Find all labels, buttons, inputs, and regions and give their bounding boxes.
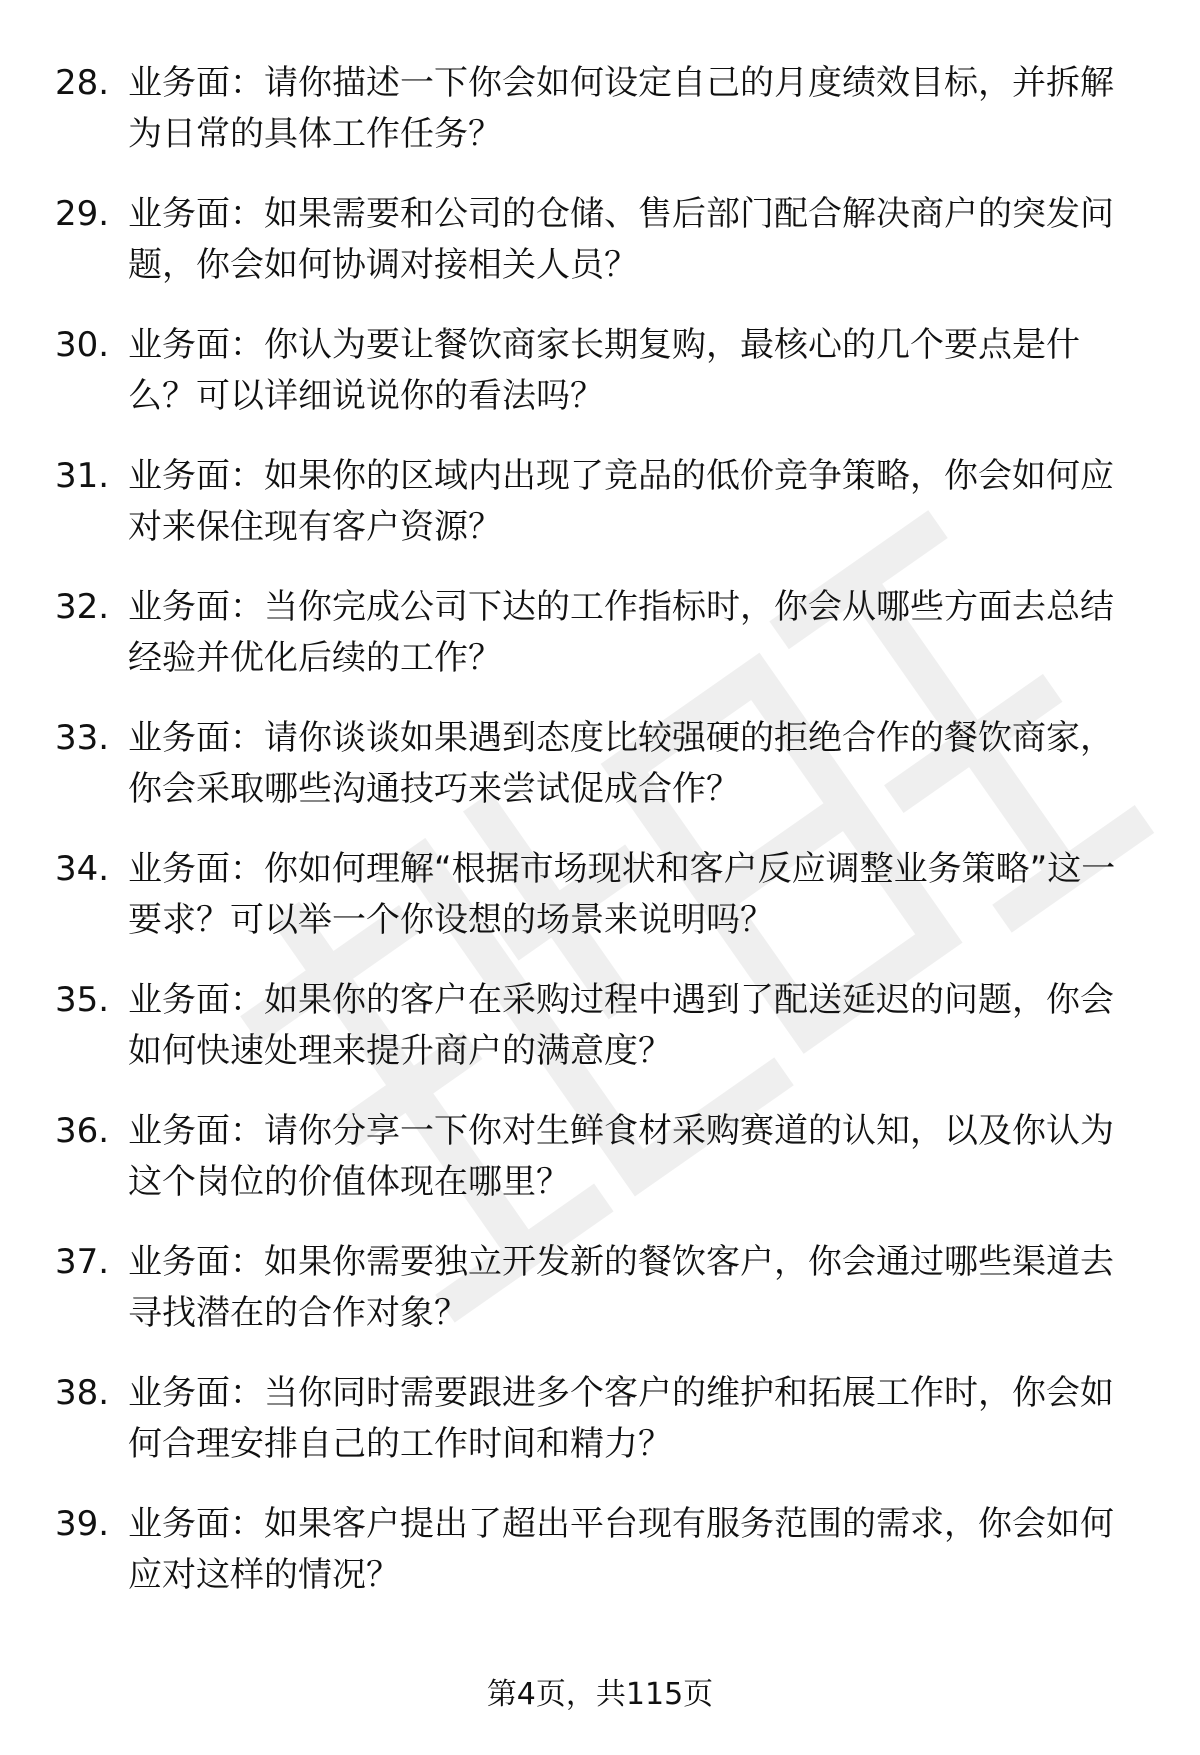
list-item [0, 1499, 1200, 1630]
page-footer: 第4页，共115页 [486, 1677, 714, 1712]
list-item [0, 582, 1200, 713]
question-number: 31. [55, 456, 110, 496]
question-list [0, 58, 1200, 1630]
list-item [0, 1368, 1200, 1499]
question-text: 业务面：请你谈谈如果遇到态度比较强硬的拒绝合作的餐饮商家，你会采取哪些沟通技巧来尝试促成合作？ [128, 718, 1114, 809]
question-number: 34. [55, 849, 110, 889]
question-number: 35. [55, 980, 110, 1020]
question-text: 业务面：如果客户提出了超出平台现有服务范围的需求，你会如何应对这样的情况？ [128, 1504, 1114, 1595]
question-text: 业务面：你如何理解“根据市场现状和客户反应调整业务策略”这一要求？可以举一个你设想的场景来说明吗？ [128, 849, 1116, 940]
list-item [0, 189, 1200, 320]
question-text: 业务面：当你同时需要跟进多个客户的维护和拓展工作时，你会如何合理安排自己的工作时间和精力？ [128, 1373, 1114, 1464]
question-text: 业务面：你认为要让餐饮商家长期复购，最核心的几个要点是什么？可以详细说说你的看法吗？ [128, 325, 1080, 416]
list-item [0, 1106, 1200, 1237]
list-item [0, 975, 1200, 1106]
question-number: 33. [55, 718, 110, 758]
question-number: 38. [55, 1373, 110, 1413]
question-number: 39. [55, 1504, 110, 1544]
list-item [0, 58, 1200, 189]
question-text: 业务面：当你完成公司下达的工作指标时，你会从哪些方面去总结经验并优化后续的工作？ [128, 587, 1114, 678]
list-item [0, 320, 1200, 451]
question-number: 29. [55, 194, 110, 234]
list-item [0, 713, 1200, 844]
question-text: 业务面：请你分享一下你对生鲜食材采购赛道的认知，以及你认为这个岗位的价值体现在哪里？ [128, 1111, 1114, 1202]
question-number: 30. [55, 325, 110, 365]
list-item [0, 1237, 1200, 1368]
question-number: 37. [55, 1242, 110, 1282]
list-item [0, 451, 1200, 582]
question-number: 28. [55, 63, 110, 103]
list-item [0, 844, 1200, 975]
question-text: 业务面：如果你的客户在采购过程中遇到了配送延迟的问题，你会如何快速处理来提升商户的满意度？ [128, 980, 1114, 1071]
question-text: 业务面：如果你需要独立开发新的餐饮客户，你会通过哪些渠道去寻找潜在的合作对象？ [128, 1242, 1114, 1333]
question-number: 32. [55, 587, 110, 627]
question-number: 36. [55, 1111, 110, 1151]
question-text: 业务面：如果需要和公司的仓储、售后部门配合解决商户的突发问题，你会如何协调对接相关人员？ [128, 194, 1114, 285]
question-text: 业务面：如果你的区域内出现了竞品的低价竞争策略，你会如何应对来保住现有客户资源？ [128, 456, 1114, 547]
question-text: 业务面：请你描述一下你会如何设定自己的月度绩效目标，并拆解为日常的具体工作任务？ [128, 63, 1114, 154]
